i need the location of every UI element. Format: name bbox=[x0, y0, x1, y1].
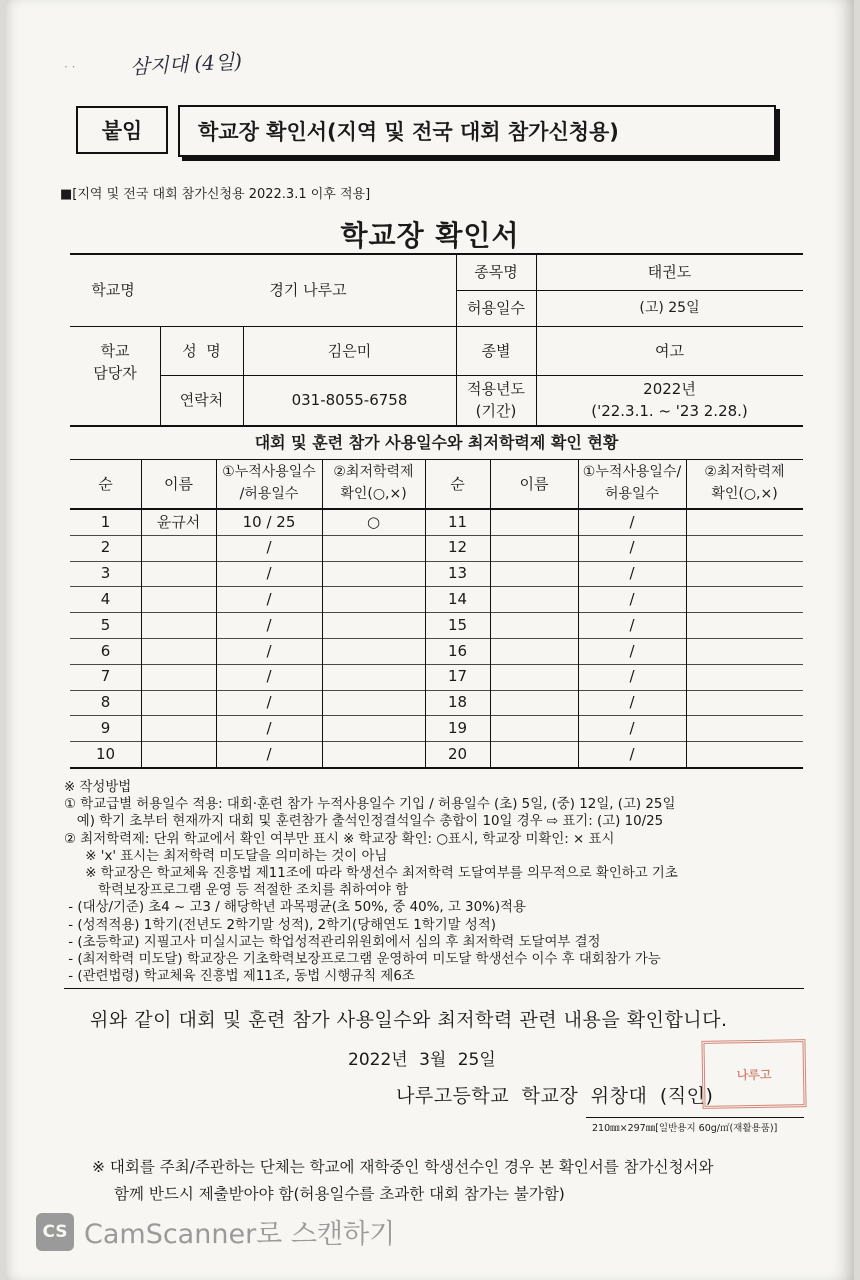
left-row-7-name bbox=[141, 664, 216, 690]
right-row-2-check bbox=[686, 535, 803, 561]
left-row-8-check bbox=[322, 690, 425, 716]
left-row-5-no: 5 bbox=[100, 615, 111, 634]
left-row-8-name bbox=[141, 690, 216, 716]
right-row-1-name bbox=[490, 509, 578, 535]
watermark-text: CamScanner로 스캔하기 bbox=[84, 1219, 396, 1250]
right-row-7-no: 17 bbox=[447, 667, 468, 686]
period-year: 2022년 bbox=[643, 379, 696, 398]
left-row-9-days: / bbox=[266, 718, 272, 737]
period-range: ('22.3.1. ~ '23 2.28.) bbox=[591, 401, 748, 420]
right-row-6-check bbox=[686, 638, 803, 664]
left-row-1-days: 10 / 25 bbox=[242, 512, 296, 531]
left-row-10-no: 10 bbox=[95, 744, 116, 763]
right-row-4-check bbox=[686, 586, 803, 612]
left-row-10-days: / bbox=[266, 744, 272, 763]
confirmation-statement: 위와 같이 대회 및 훈련 참가 사용일수와 최저학력 관련 내용을 확인합니다. bbox=[90, 1009, 728, 1031]
instruction-line: - (대상/기준) 초4 ~ 고3 / 해당학년 과목평균(초 50%, 중 40%, 고 30%)적용 bbox=[64, 900, 526, 916]
col-header-days-right-line2: 허용일수 bbox=[604, 486, 660, 503]
right-row-8-no: 18 bbox=[447, 693, 468, 712]
right-row-3-name bbox=[490, 561, 578, 587]
signer: 나루고등학교 학교장 위창대 (직인) bbox=[396, 1085, 714, 1107]
right-row-10-days: / bbox=[629, 744, 635, 763]
instruction-line: - (성적적용) 1학기(전년도 2학기말 성적), 2학기(당해연도 1학기말 성적) bbox=[64, 917, 496, 933]
document-date: 2022년 3월 25일 bbox=[348, 1050, 496, 1070]
bottom-note-line2: 함께 반드시 제출받아야 함(허용일수를 초과한 대회 참가는 불가함) bbox=[114, 1185, 565, 1204]
name-value: 김은미 bbox=[327, 341, 372, 360]
left-row-1-no: 1 bbox=[100, 512, 111, 531]
left-row-7-days: / bbox=[266, 667, 272, 686]
right-row-9-check bbox=[686, 715, 803, 741]
instruction-line: - (관련법령) 학교체육 진흥법 제11조, 동법 시행규칙 제6조 bbox=[64, 969, 415, 985]
left-row-2-name bbox=[141, 535, 216, 561]
right-row-7-check bbox=[686, 664, 803, 690]
col-header-name-right: 이름 bbox=[519, 474, 549, 493]
camscanner-logo-icon: CS bbox=[36, 1213, 74, 1251]
right-row-4-name bbox=[490, 586, 578, 612]
paper-spec: 210㎜×297㎜[일반용지 60g/㎡(재활용품)] bbox=[592, 1123, 778, 1134]
right-row-8-days: / bbox=[629, 693, 635, 712]
right-row-7-name bbox=[490, 664, 578, 690]
left-row-3-no: 3 bbox=[100, 564, 111, 583]
left-row-8-no: 8 bbox=[100, 693, 111, 712]
school-name-value: 경기 나루고 bbox=[269, 280, 347, 299]
header-title: 학교장 확인서(지역 및 전국 대회 참가신청용) bbox=[178, 105, 776, 157]
instruction-line: ② 최저학력제: 단위 학교에서 확인 여부만 표시 ※ 학교장 확인: ○표시, 학교장 미확인: × 표시 bbox=[64, 831, 615, 847]
manager-label-line1: 학교 bbox=[100, 341, 130, 360]
right-row-6-no: 16 bbox=[447, 641, 468, 660]
right-row-2-name bbox=[490, 535, 578, 561]
right-row-10-no: 20 bbox=[447, 744, 468, 763]
right-row-10-check bbox=[686, 741, 803, 767]
left-row-3-check bbox=[322, 561, 425, 587]
right-row-2-no: 12 bbox=[447, 538, 468, 557]
left-row-10-name bbox=[141, 741, 216, 767]
col-header-min-right-line2: 확인(○,×) bbox=[711, 486, 778, 503]
left-row-7-no: 7 bbox=[100, 667, 111, 686]
right-row-9-no: 19 bbox=[447, 718, 468, 737]
col-header-days-line1: ①누적사용일수 bbox=[222, 464, 316, 481]
period-label-line2: (기간) bbox=[475, 401, 517, 420]
right-row-7-days: / bbox=[629, 667, 635, 686]
left-row-1-name: 윤규서 bbox=[156, 512, 201, 531]
right-row-8-name bbox=[490, 690, 578, 716]
right-row-3-no: 13 bbox=[447, 564, 468, 583]
manager-label-line2: 담당자 bbox=[93, 363, 137, 382]
allowed-days-label: 허용일수 bbox=[467, 299, 525, 318]
right-row-5-days: / bbox=[629, 615, 635, 634]
col-header-name: 이름 bbox=[164, 474, 193, 493]
left-row-6-name bbox=[141, 638, 216, 664]
handwriting-dots: · · bbox=[64, 60, 76, 74]
left-row-6-no: 6 bbox=[100, 641, 111, 660]
col-header-no-right: 순 bbox=[450, 474, 465, 493]
left-row-4-check bbox=[322, 586, 425, 612]
instruction-line: 예) 학기 초부터 현재까지 대회 및 훈련참가 출석인정결석일수 총합이 10일 경우 ⇨ 표기: (고) 10/25 bbox=[64, 814, 664, 830]
instruction-line: ① 학교급별 허용일수 적용: 대회·훈련 참가 누적사용일수 기입 / 허용일수 (초) 5일, (중) 12일, (고) 25일 bbox=[64, 797, 676, 813]
right-row-1-days: / bbox=[629, 512, 635, 531]
school-name-label: 학교명 bbox=[91, 280, 135, 299]
bottom-note-line1: ※ 대회를 주최/주관하는 단체는 학교에 재학중인 학생선수인 경우 본 확인서를 참가신청서와 bbox=[92, 1158, 714, 1176]
attachment-tag: 붙임 bbox=[76, 106, 168, 154]
col-header-days-line2: /허용일수 bbox=[239, 486, 299, 503]
right-row-8-check bbox=[686, 690, 803, 716]
left-row-8-days: / bbox=[266, 693, 272, 712]
left-row-6-days: / bbox=[266, 641, 272, 660]
instruction-line: ※ 작성방법 bbox=[64, 780, 132, 795]
right-row-6-name bbox=[490, 638, 578, 664]
right-row-1-check bbox=[686, 509, 803, 535]
left-row-2-days: / bbox=[266, 538, 272, 557]
col-header-min-line2: 확인(○,×) bbox=[340, 486, 407, 503]
bottom-note bbox=[92, 1154, 713, 1208]
instruction-line: - (최저학력 미도달) 학교장은 기초학력보장프로그램 운영하여 미도달 학생선수 이수 후 대회참가 가능 bbox=[64, 952, 661, 967]
left-row-3-name bbox=[141, 561, 216, 587]
left-row-3-days: / bbox=[266, 564, 272, 583]
col-header-no: 순 bbox=[98, 474, 113, 493]
left-row-9-check bbox=[322, 715, 425, 741]
contact-label: 연락처 bbox=[179, 391, 224, 410]
seal-text: 나루고 bbox=[736, 1067, 772, 1082]
handwritten-note: 삼지대 (4일) bbox=[129, 49, 243, 79]
instruction-line: 학력보장프로그램 운영 등 적절한 조치를 취하여야 함 bbox=[64, 883, 409, 899]
left-row-9-no: 9 bbox=[100, 718, 111, 737]
right-row-3-check bbox=[686, 561, 803, 587]
col-header-days-right-line1: ①누적사용일수/ bbox=[582, 464, 682, 481]
status-table-caption: 대회 및 훈련 참가 사용일수와 최저학력제 확인 현황 bbox=[254, 433, 619, 452]
instruction-line: - (초등학교) 지필고사 미실시교는 학업성적관리위원회에서 심의 후 최저학력 도달여부 결정 bbox=[64, 934, 601, 950]
col-header-min-line1: ②최저학력제 bbox=[333, 464, 414, 481]
name-label: 성 명 bbox=[182, 341, 221, 360]
left-row-6-check bbox=[322, 638, 425, 664]
camscanner-watermark bbox=[36, 1212, 395, 1251]
period-label-line1: 적용년도 bbox=[467, 379, 525, 398]
left-row-5-check bbox=[322, 612, 425, 638]
right-row-4-no: 14 bbox=[447, 589, 468, 608]
col-header-min-right-line1: ②최저학력제 bbox=[704, 464, 785, 481]
right-row-3-days: / bbox=[629, 564, 635, 583]
left-row-9-name bbox=[141, 715, 216, 741]
left-row-10-check bbox=[322, 741, 425, 767]
category-value: 여고 bbox=[655, 341, 684, 360]
instruction-line: ※ 학교장은 학교체육 진흥법 제11조에 따라 학생선수 최저학력 도달여부를 의무적으로 확인하고 기초 bbox=[64, 866, 678, 881]
contact-value: 031-8055-6758 bbox=[291, 391, 408, 410]
right-row-10-name bbox=[490, 741, 578, 767]
left-row-2-no: 2 bbox=[100, 538, 111, 557]
right-row-5-no: 15 bbox=[447, 615, 468, 634]
category-label: 종별 bbox=[481, 341, 511, 360]
instruction-line: ※ 'x' 표시는 최저학력 미도달을 의미하는 것이 아님 bbox=[64, 848, 388, 864]
left-row-4-no: 4 bbox=[100, 589, 111, 608]
allowed-days-value: (고) 25일 bbox=[639, 299, 700, 316]
sport-label: 종목명 bbox=[474, 262, 518, 281]
left-row-1-check: ○ bbox=[366, 512, 381, 531]
applicability-note: ■[지역 및 전국 대회 참가신청용 2022.3.1 이후 적용] bbox=[60, 187, 371, 202]
left-row-5-name bbox=[141, 612, 216, 638]
right-row-9-days: / bbox=[629, 718, 635, 737]
sport-value: 태권도 bbox=[647, 262, 692, 281]
right-row-5-check bbox=[686, 612, 803, 638]
left-row-4-name bbox=[141, 586, 216, 612]
left-row-7-check bbox=[322, 664, 425, 690]
right-row-4-days: / bbox=[629, 589, 635, 608]
instructions-bottom-rule bbox=[64, 988, 804, 989]
document-title: 학교장 확인서 bbox=[340, 219, 520, 252]
left-row-2-check bbox=[322, 535, 425, 561]
left-row-4-days: / bbox=[266, 589, 272, 608]
right-row-1-no: 11 bbox=[447, 512, 468, 531]
official-seal bbox=[701, 1039, 806, 1109]
right-row-6-days: / bbox=[629, 641, 635, 660]
left-row-5-days: / bbox=[266, 615, 272, 634]
right-row-2-days: / bbox=[629, 538, 635, 557]
right-row-5-name bbox=[490, 612, 578, 638]
right-row-9-name bbox=[490, 715, 578, 741]
